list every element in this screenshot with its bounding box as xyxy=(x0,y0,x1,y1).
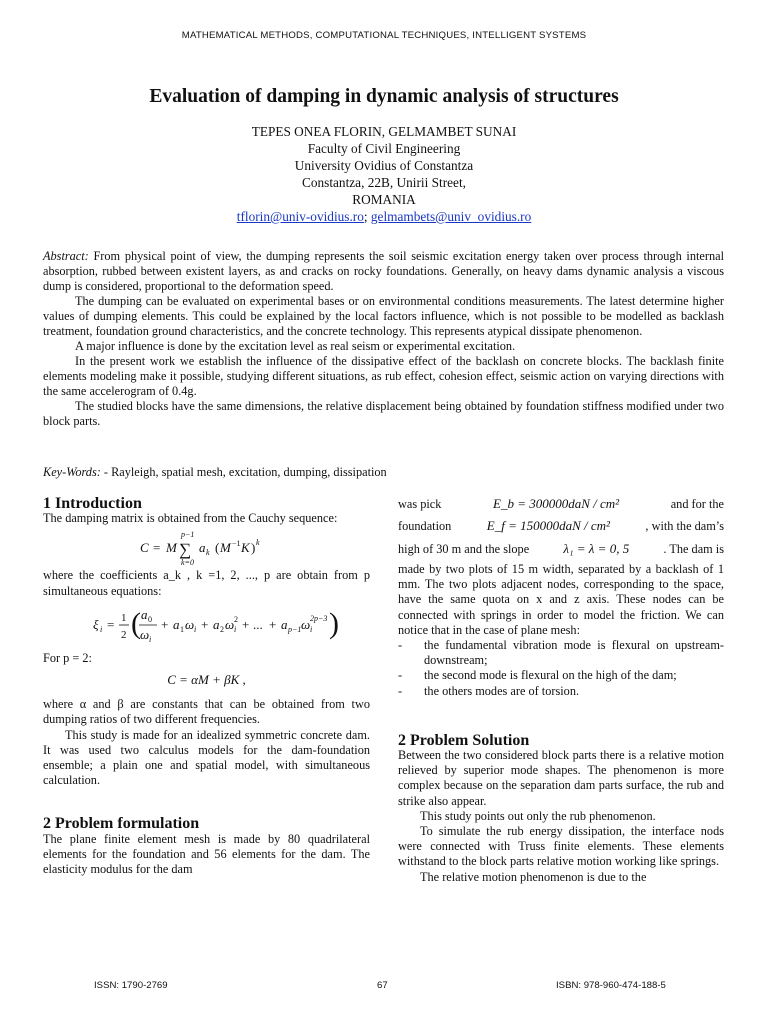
solution-paragraph-2: This study points out only the rub phenomenon. xyxy=(420,808,656,823)
right-paragraph-2: made by two plots of 15 m width, separated by a backlash of 1 mm. The two plots adjacent nodes, corresponding to the space, have the same quota on x and z axis. These nodes can be connected with springs in order to model the friction. We can notice that in the case of plane mesh: xyxy=(398,562,724,637)
equation-ef: E_f = 150000daN / cm² xyxy=(486,518,610,533)
text-high-slope: high of 30 m and the slope xyxy=(398,542,530,556)
svg-text:−1: −1 xyxy=(232,539,241,549)
equation-damping-ratio xyxy=(43,599,370,651)
svg-text:i: i xyxy=(310,624,313,634)
footer-page-number: 67 xyxy=(377,980,388,991)
keywords-label: Key-Words: xyxy=(43,465,101,479)
svg-text:∑: ∑ xyxy=(179,540,192,560)
svg-text:K: K xyxy=(241,540,250,556)
section-introduction-title: 1 Introduction xyxy=(43,495,142,512)
svg-text:+: + xyxy=(242,616,250,632)
author-emails xyxy=(0,208,768,225)
svg-text:i: i xyxy=(234,624,237,634)
svg-text:a: a xyxy=(173,616,180,632)
right-line-2 xyxy=(398,518,724,541)
author-country: ROMANIA xyxy=(352,192,416,207)
svg-text:i: i xyxy=(149,634,152,644)
equation-damping-ratio-svg xyxy=(43,599,370,651)
svg-text:): ) xyxy=(329,606,339,640)
svg-text:=: = xyxy=(153,540,161,556)
author-names: TEPES ONEA FLORIN, GELMAMBET SUNAI xyxy=(251,124,517,139)
svg-text:C: C xyxy=(140,540,149,556)
author-faculty: Faculty of Civil Engineering xyxy=(307,141,461,156)
section-problem-formulation-title: 2 Problem formulation xyxy=(43,815,200,833)
solution-paragraph-1: Between the two considered block parts there is a relative motion relieved by superior mode shapes. The phenomenon is more complex because on the separation dam parts surface, the rub and strike also appear. xyxy=(398,748,724,808)
footer-isbn: ISBN: 978-960-474-188-5 xyxy=(556,980,666,991)
abstract-text-1: From physical point of view, the dumping represents the soil seismic excitation energy taken over process through internal absorption, rubbed between existent layers, as and cracks on rocky foundations. Generally, on heavy dams dynamic analysis a viscous dump is considered, proportional to the deformation speed. xyxy=(43,249,724,293)
intro-paragraph-5: This study is made for an idealized symmetric concrete dam. It was used two calculus models for the dam-foundation ensemble; a plain one and spatial model, with simultaneous calculation. xyxy=(43,727,370,788)
svg-text:p−1: p−1 xyxy=(181,530,195,540)
svg-text:): ) xyxy=(251,540,256,556)
equation-eb: E_b = 300000daN / cm² xyxy=(493,496,620,511)
text-was-pick: was pick xyxy=(398,497,442,511)
abstract-paragraph-3: A major influence is done by the excitation level as real seism or experimental excitation. xyxy=(75,339,516,353)
svg-text:a: a xyxy=(141,606,148,622)
author-block xyxy=(0,123,768,225)
abstract xyxy=(43,249,724,429)
right-line-3 xyxy=(398,541,724,562)
svg-text:1: 1 xyxy=(180,624,184,634)
solution-paragraph-3: To simulate the rub energy dissipation, the interface nods were connected with Truss finite elements. These elements withstand to the block parts relative motion working like springs. xyxy=(398,824,724,869)
intro-paragraph-4: where α and β are constants that can be obtained from two dumping ratios of two different frequencies. xyxy=(43,697,370,727)
svg-text:p−1: p−1 xyxy=(288,624,302,634)
intro-paragraph-1: The damping matrix is obtained from the Cauchy sequence: xyxy=(43,511,338,526)
keywords xyxy=(43,465,724,480)
svg-text:2p−3: 2p−3 xyxy=(310,613,328,623)
svg-text:M: M xyxy=(166,540,177,556)
formulation-paragraph-1: The plane finite element mesh is made by 80 quadrilateral elements for the foundation and 56 elements for the dam. The elasticity modulus for the dam xyxy=(43,831,370,877)
intro-paragraph-2: where the coefficients a_k , k =1, 2, ..., p are obtain from p simultaneous equations: xyxy=(43,568,370,598)
paper-title: Evaluation of damping in dynamic analysis of structures xyxy=(149,86,619,107)
svg-text:ω: ω xyxy=(140,626,150,642)
keywords-text: - Rayleigh, spatial mesh, excitation, dumping, dissipation xyxy=(100,465,387,479)
svg-text:ω: ω xyxy=(301,616,311,632)
footer-issn: ISSN: 1790-2769 xyxy=(94,980,168,991)
solution-paragraph-4: The relative motion phenomenon is due to the xyxy=(420,869,647,884)
svg-text:M: M xyxy=(220,540,231,556)
author-address: Constantza, 22B, Unirii Street, xyxy=(302,175,466,190)
svg-text:2: 2 xyxy=(234,614,238,624)
right-line-1 xyxy=(398,496,724,518)
equation-lambda: λ₁ = λ = 0, 5 xyxy=(563,541,630,556)
svg-text:...: ... xyxy=(253,616,263,632)
equation-cauchy xyxy=(43,526,370,568)
svg-text:a: a xyxy=(199,540,206,556)
svg-text:(: ( xyxy=(131,606,141,640)
equation-rayleigh: C = αM + βK , xyxy=(167,672,246,688)
list-item: - the fundamental vibration mode is flexural on upstream-downstream; xyxy=(398,638,724,668)
svg-text:k=0: k=0 xyxy=(181,558,194,568)
svg-text:=: = xyxy=(107,616,115,632)
svg-text:a: a xyxy=(281,616,288,632)
intro-paragraph-3: For p = 2: xyxy=(43,650,92,665)
svg-text:+: + xyxy=(269,616,277,632)
list-item: - the second mode is flexural on the high of the dam; xyxy=(398,668,724,683)
svg-text:k: k xyxy=(256,538,260,548)
svg-text:0: 0 xyxy=(148,614,152,624)
svg-text:a: a xyxy=(213,616,220,632)
svg-text:i: i xyxy=(100,624,103,634)
text-the-dam-is: . The dam is xyxy=(663,542,724,556)
equation-cauchy-svg xyxy=(43,526,370,568)
mode-list xyxy=(398,638,724,699)
email-link-1[interactable]: tflorin@univ-ovidius.ro xyxy=(236,209,364,224)
svg-text:2: 2 xyxy=(220,624,224,634)
running-header: MATHEMATICAL METHODS, COMPUTATIONAL TECHNIQUES, INTELLIGENT SYSTEMS xyxy=(181,30,587,41)
abstract-paragraph-1 xyxy=(43,249,724,294)
svg-text:(: ( xyxy=(215,540,220,556)
svg-text:2: 2 xyxy=(121,628,127,641)
text-and-for-the: and for the xyxy=(670,497,724,511)
svg-text:+: + xyxy=(201,616,209,632)
email-link-2[interactable]: gelmambets@univ_ovidius.ro xyxy=(370,209,532,224)
text-foundation: foundation xyxy=(398,519,452,533)
email-separator: ; xyxy=(363,209,371,224)
list-item: - the others modes are of torsion. xyxy=(398,684,724,699)
section-problem-solution-title: 2 Problem Solution xyxy=(398,731,530,749)
abstract-label: Abstract: xyxy=(43,249,89,263)
svg-text:+: + xyxy=(161,616,169,632)
svg-text:ξ: ξ xyxy=(93,616,99,632)
svg-text:i: i xyxy=(194,624,197,634)
author-university: University Ovidius of Constantza xyxy=(294,158,474,173)
abstract-paragraph-4: In the present work we establish the influence of the dissipative effect of the backlash on concrete blocks. The backlash finite elements modeling make it possible, studying different situations, as rub effect, cohesion effect, seismic action on varying directions with the same accelerogram of 0.4g. xyxy=(43,354,724,398)
svg-text:ω: ω xyxy=(225,616,235,632)
svg-text:ω: ω xyxy=(185,616,195,632)
left-column xyxy=(43,496,370,877)
svg-text:k: k xyxy=(206,548,210,558)
abstract-paragraph-2: The dumping can be evaluated on experimental bases or on environmental conditions measurements. The latest determine higher values of dumping elements. This could be explained by the local factors influence, which is not possible to be modelled as backlash treatment, foundation ground characteristics, and the concrete technology. This represents atypical dissipate phenomenon. xyxy=(43,294,724,338)
right-column xyxy=(398,496,724,885)
abstract-paragraph-5: The studied blocks have the same dimensions, the relative displacement being obtained by foundation stiffness modified under two block parts. xyxy=(43,399,724,428)
text-with-dams: , with the dam’s xyxy=(645,519,724,533)
svg-text:1: 1 xyxy=(121,611,127,624)
